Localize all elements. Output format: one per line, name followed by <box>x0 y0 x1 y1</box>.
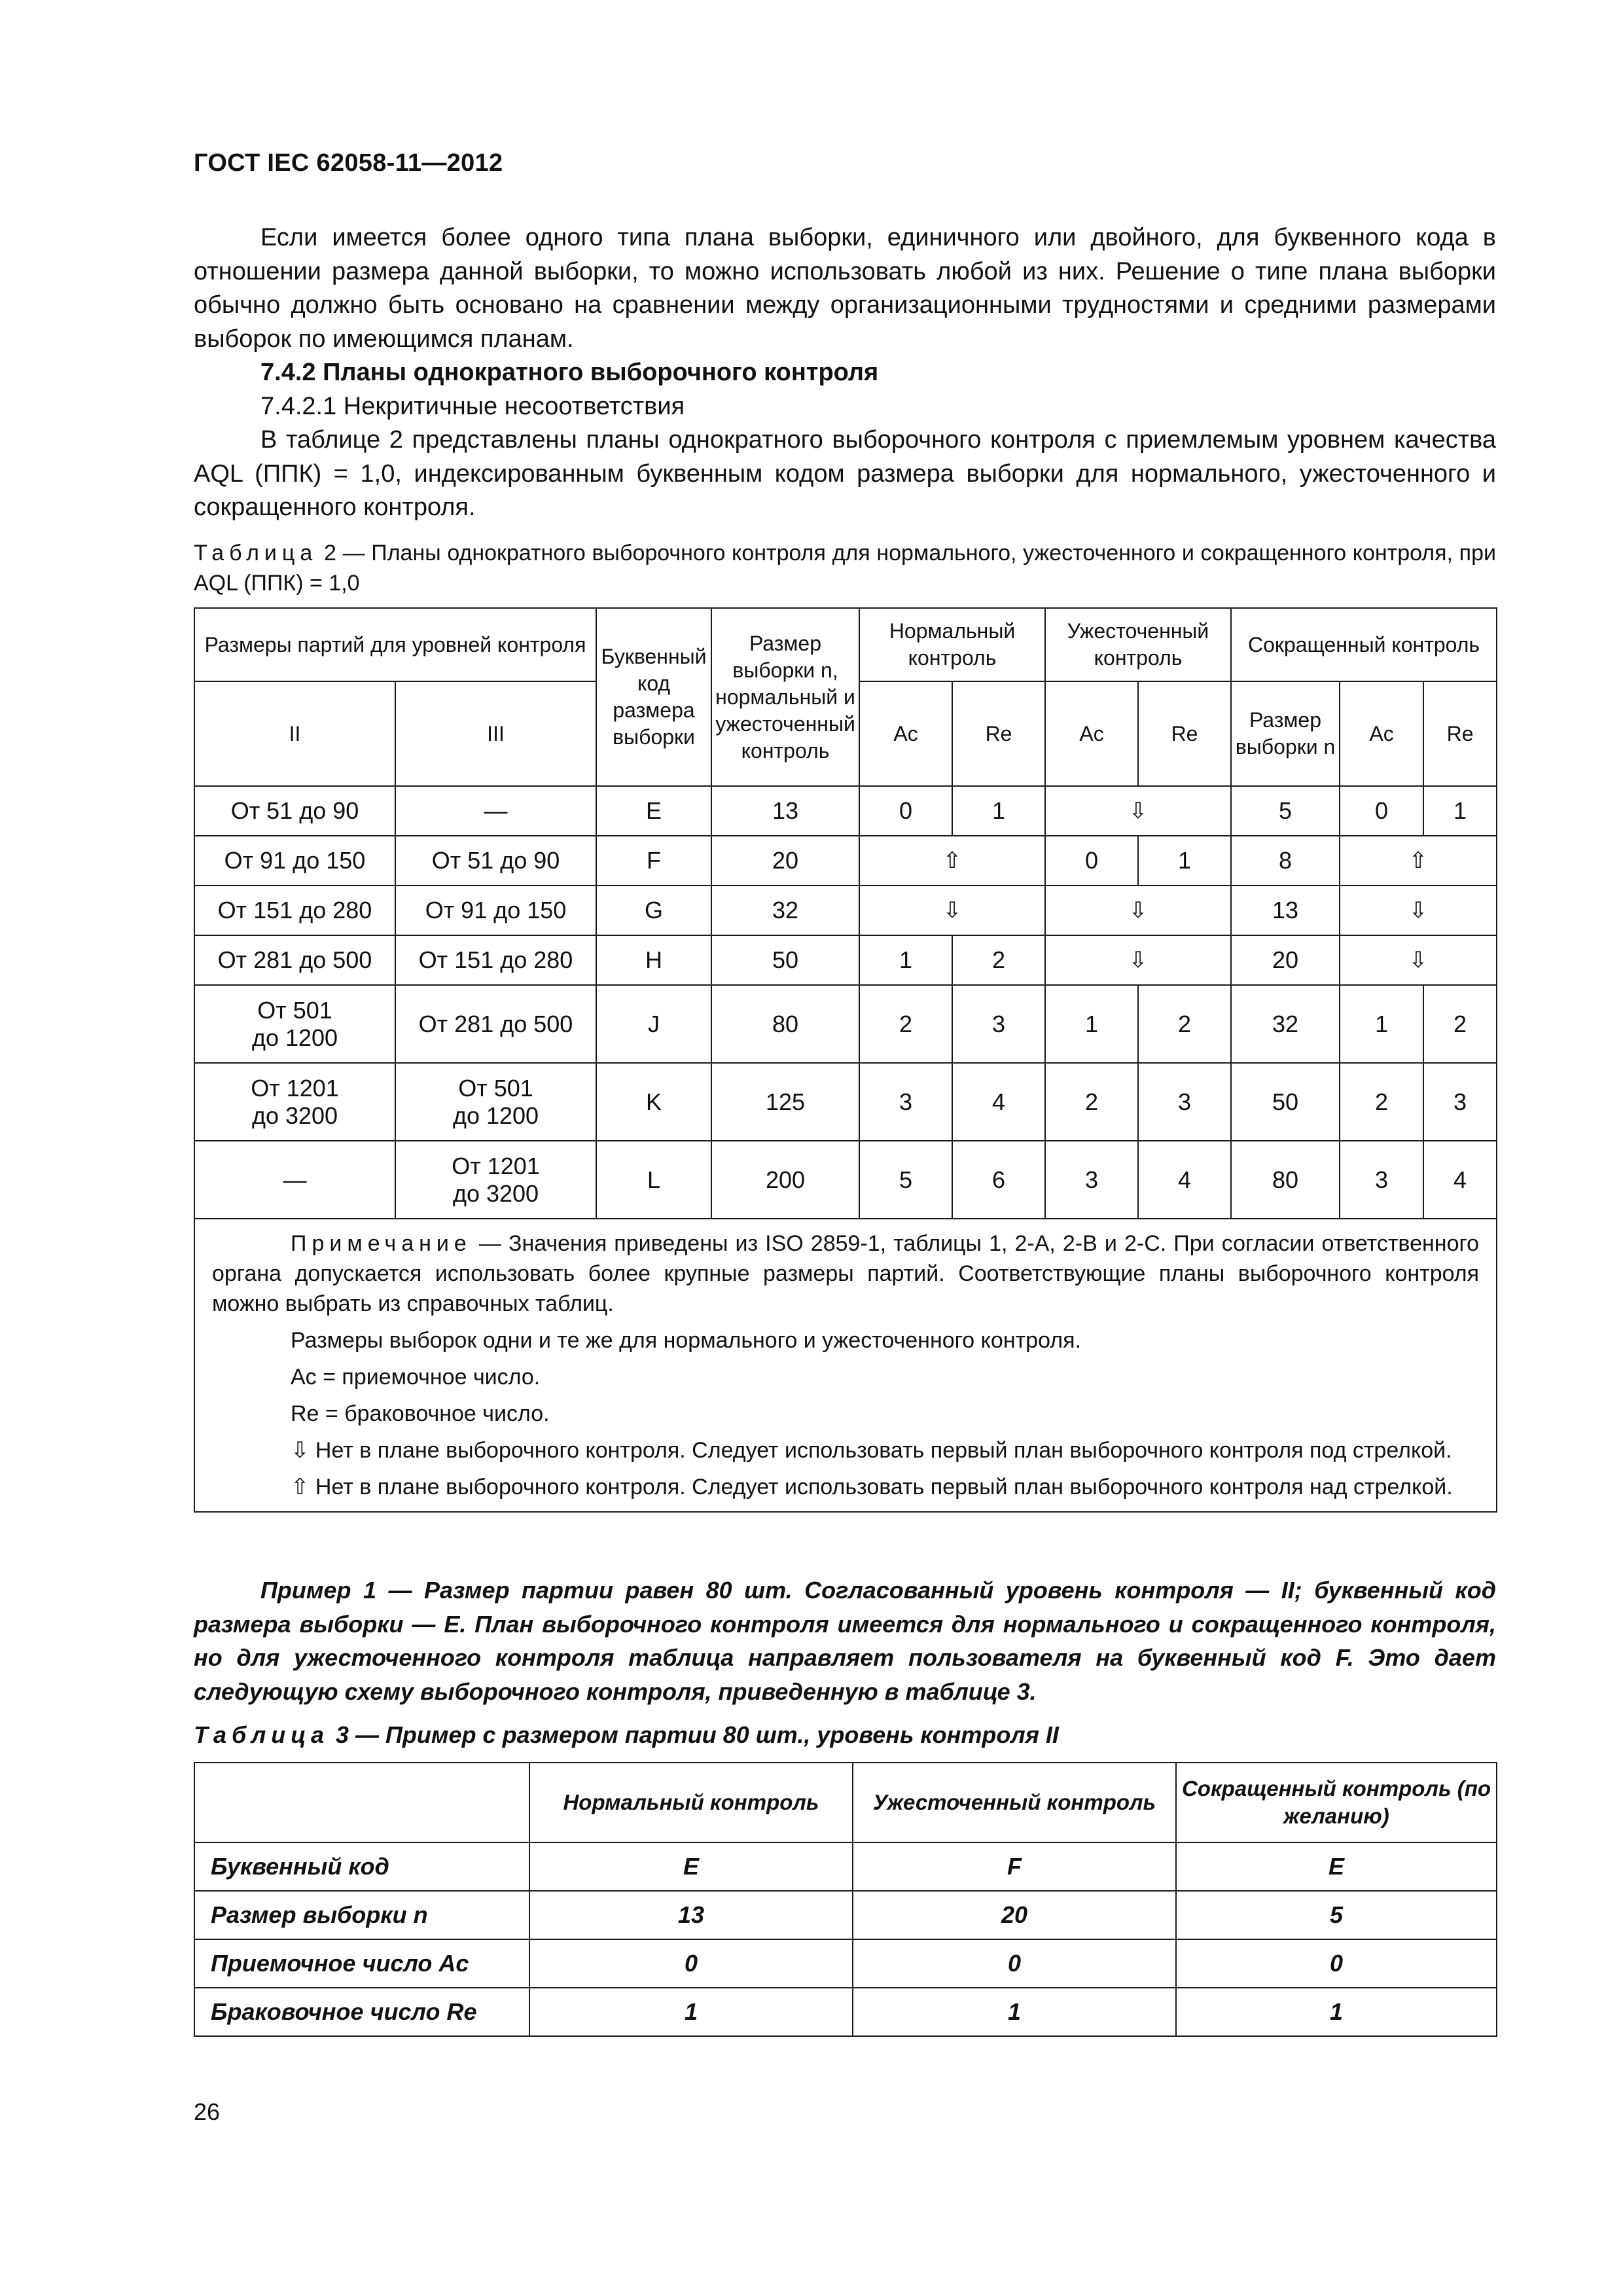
cell-normal-ac: 0 <box>859 786 952 836</box>
cell-normal-ac: 2 <box>859 985 952 1063</box>
cell-reduced-ac: 3 <box>1340 1141 1423 1219</box>
arrow-down-icon: ⇩ <box>1045 935 1231 985</box>
cell-level-3: От 91 до 150 <box>395 886 596 935</box>
header-letter-code: Буквенный код размера выборки <box>596 608 711 786</box>
cell-normal-re: 2 <box>952 935 1045 985</box>
arrow-down-icon: ⇩ <box>1045 786 1231 836</box>
note-line: ⇧ Нет в плане выборочного контроля. Следует использовать первый план выборочного контроля над стрелкой. <box>291 1475 1453 1499</box>
cell-tightened-ac: 0 <box>1045 836 1138 886</box>
header-lot-sizes: Размеры партий для уровней контроля <box>194 608 596 681</box>
cell-level-3: — <box>395 786 596 836</box>
cell-sample: 50 <box>711 935 859 985</box>
cell-code: L <box>596 1141 711 1219</box>
cell-tightened-re: 1 <box>1138 836 1231 886</box>
cell-normal-re: 3 <box>952 985 1045 1063</box>
table-row <box>194 985 1497 1063</box>
row-label: Буквенный код <box>194 1842 529 1891</box>
cell-value: 1 <box>1176 1988 1497 2036</box>
intro-paragraph: В таблице 2 представлены планы однократного выборочного контроля с приемлемым уровнем качества AQL (ППК) = 1,0, индексированным буквенным кодом размера выборки для нормального, ужесточенного и сокращенного контроля. <box>194 426 1496 521</box>
cell-reduced-re: 3 <box>1423 1063 1497 1141</box>
cell-code: G <box>596 886 711 935</box>
cell-sample: 20 <box>711 836 859 886</box>
header-normal: Нормальный контроль <box>529 1763 853 1842</box>
cell-line: до 3200 <box>452 1179 539 1207</box>
table-note <box>194 1219 1497 1512</box>
cell-line: От 1201 <box>452 1152 540 1179</box>
example-paragraph: Пример 1 — Размер партии равен 80 шт. Согласованный уровень контроля — II; буквенный код размера выборки — E. План выборочного контроля имеется для нормального и сокращенного контроля, но для ужесточенного контроля таблица направляет пользователя на буквенный код F. Это дает следующую схему выборочного контроля, приведенную в таблице 3. <box>194 1577 1496 1705</box>
cell-normal-re: 6 <box>952 1141 1045 1219</box>
header-empty <box>194 1763 529 1842</box>
table2-caption-word: Таблица <box>194 541 318 565</box>
table3-caption <box>194 1721 1059 1749</box>
arrow-down-icon: ⇩ <box>1045 886 1231 935</box>
cell-value: 13 <box>529 1891 853 1939</box>
cell-level-3: От 281 до 500 <box>395 985 596 1063</box>
arrow-up-icon: ⇧ <box>859 836 1045 886</box>
table2-caption <box>194 538 1496 598</box>
table-row <box>194 1141 1497 1219</box>
cell-level-2 <box>194 1063 395 1141</box>
cell-tightened-ac: 3 <box>1045 1141 1138 1219</box>
cell-normal-ac: 1 <box>859 935 952 985</box>
arrow-down-icon: ⇩ <box>1340 886 1497 935</box>
cell-tightened-re: 3 <box>1138 1063 1231 1141</box>
cell-code: H <box>596 935 711 985</box>
cell-level-2: От 281 до 500 <box>194 935 395 985</box>
table2-caption-text: 2 — Планы однократного выборочного контроля для нормального, ужесточенного и сокращенного контроля, при AQL (ППК) = 1,0 <box>194 541 1496 596</box>
cell-code: F <box>596 836 711 886</box>
arrow-up-icon: ⇧ <box>1340 836 1497 886</box>
page-number: 26 <box>194 2098 221 2125</box>
table-row <box>194 1063 1497 1141</box>
header-reduced-ac: Ac <box>1340 681 1423 786</box>
table-row <box>194 886 1497 935</box>
cell-normal-ac: 3 <box>859 1063 952 1141</box>
document-header: ГОСТ IEC 62058-11—2012 <box>194 149 503 177</box>
cell-value: 1 <box>853 1988 1176 2036</box>
cell-reduced-re: 1 <box>1423 786 1497 836</box>
cell-reduced-sample: 50 <box>1231 1063 1340 1141</box>
cell-normal-ac: 5 <box>859 1141 952 1219</box>
table-row <box>194 1842 1497 1891</box>
cell-value: E <box>529 1842 853 1891</box>
header-reduced-sample: Размер выборки n <box>1231 681 1340 786</box>
cell-reduced-re: 2 <box>1423 985 1497 1063</box>
cell-level-3: От 51 до 90 <box>395 836 596 886</box>
row-label: Браковочное число Re <box>194 1988 529 2036</box>
cell-normal-re: 4 <box>952 1063 1045 1141</box>
header-reduced: Сокращенный контроль (по желанию) <box>1176 1763 1497 1842</box>
arrow-down-icon: ⇩ <box>859 886 1045 935</box>
cell-reduced-sample: 32 <box>1231 985 1340 1063</box>
paragraph: Если имеется более одного типа плана выборки, единичного или двойного, для буквенного кода в отношении размера данной выборки, то можно использовать любой из них. Решение о типе плана выборки обычно должно быть основано на сравнении между организационными трудностями и средними размерами выборок по имеющимся планам. <box>194 224 1496 353</box>
header-tightened-re: Re <box>1138 681 1231 786</box>
table-row <box>194 786 1497 836</box>
cell-sample: 125 <box>711 1063 859 1141</box>
cell-level-2: От 51 до 90 <box>194 786 395 836</box>
note-line: ⇩ Нет в плане выборочного контроля. Следует использовать первый план выборочного контроля под стрелкой. <box>291 1438 1452 1463</box>
header-reduced: Сокращенный контроль <box>1231 608 1497 681</box>
table-row <box>194 836 1497 886</box>
cell-reduced-ac: 2 <box>1340 1063 1423 1141</box>
cell-level-2: — <box>194 1141 395 1219</box>
cell-tightened-re: 4 <box>1138 1141 1231 1219</box>
cell-sample: 200 <box>711 1141 859 1219</box>
cell-level-3 <box>395 1141 596 1219</box>
cell-code: E <box>596 786 711 836</box>
note-paragraph <box>212 1229 1479 1319</box>
header-sample-size: Размер выборки n, нормальный и ужесточенный контроль <box>711 608 859 786</box>
cell-reduced-sample: 5 <box>1231 786 1340 836</box>
header-level-2: II <box>194 681 395 786</box>
table-row <box>194 1891 1497 1939</box>
note-line: Размеры выборок одни и те же для нормального и ужесточенного контроля. <box>291 1328 1081 1353</box>
cell-value: 0 <box>1176 1939 1497 1988</box>
subsection-heading: 7.4.2.1 Некритичные несоответствия <box>260 392 685 420</box>
cell-value: E <box>1176 1842 1497 1891</box>
cell-tightened-ac: 1 <box>1045 985 1138 1063</box>
note-text: — Значения приведены из ISO 2859-1, таблицы 1, 2-A, 2-B и 2-C. При согласии ответственного органа допускается использовать более крупные размеры партий. Соответствующие планы выборочного контроля можно выбрать из справочных таблиц. <box>212 1231 1480 1316</box>
row-label: Размер выборки n <box>194 1891 529 1939</box>
cell-value: 0 <box>529 1939 853 1988</box>
note-label: Примечание <box>291 1231 472 1256</box>
body-text <box>194 221 1496 525</box>
table-row <box>194 1939 1497 1988</box>
sampling-plans-table <box>194 607 1497 1513</box>
cell-reduced-re: 4 <box>1423 1141 1497 1219</box>
header-level-3: III <box>395 681 596 786</box>
header-normal-ac: Ac <box>859 681 952 786</box>
cell-code: K <box>596 1063 711 1141</box>
cell-sample: 80 <box>711 985 859 1063</box>
cell-level-3: От 151 до 280 <box>395 935 596 985</box>
arrow-down-icon: ⇩ <box>1340 935 1497 985</box>
cell-value: 5 <box>1176 1891 1497 1939</box>
row-label: Приемочное число Ac <box>194 1939 529 1988</box>
cell-tightened-re: 2 <box>1138 985 1231 1063</box>
header-tightened: Ужесточенный контроль <box>1045 608 1231 681</box>
cell-value: F <box>853 1842 1176 1891</box>
header-tightened: Ужесточенный контроль <box>853 1763 1176 1842</box>
cell-reduced-sample: 13 <box>1231 886 1340 935</box>
cell-line: От 1201 <box>251 1074 339 1102</box>
section-heading: 7.4.2 Планы однократного выборочного контроля <box>260 359 879 386</box>
header-tightened-ac: Ac <box>1045 681 1138 786</box>
cell-sample: 32 <box>711 886 859 935</box>
cell-normal-re: 1 <box>952 786 1045 836</box>
cell-reduced-sample: 8 <box>1231 836 1340 886</box>
cell-code: J <box>596 985 711 1063</box>
note-line: Re = браковочное число. <box>291 1401 550 1426</box>
cell-value: 20 <box>853 1891 1176 1939</box>
cell-value: 1 <box>529 1988 853 2036</box>
table3-caption-text: 3 — Пример с размером партии 80 шт., уровень контроля II <box>329 1721 1059 1748</box>
table-row <box>194 935 1497 985</box>
cell-reduced-sample: 20 <box>1231 935 1340 985</box>
cell-reduced-sample: 80 <box>1231 1141 1340 1219</box>
cell-line: до 1200 <box>452 1102 539 1129</box>
cell-reduced-ac: 0 <box>1340 786 1423 836</box>
cell-reduced-ac: 1 <box>1340 985 1423 1063</box>
table3-caption-word: Таблица <box>194 1721 330 1748</box>
cell-line: От 501 <box>458 1074 533 1102</box>
cell-value: 0 <box>853 1939 1176 1988</box>
cell-level-2: От 151 до 280 <box>194 886 395 935</box>
cell-level-2 <box>194 985 395 1063</box>
cell-line: до 3200 <box>251 1102 338 1129</box>
cell-tightened-ac: 2 <box>1045 1063 1138 1141</box>
header-normal-re: Re <box>952 681 1045 786</box>
note-line: Ac = приемочное число. <box>291 1365 541 1390</box>
table-row <box>194 1988 1497 2036</box>
header-normal: Нормальный контроль <box>859 608 1045 681</box>
cell-sample: 13 <box>711 786 859 836</box>
cell-line: до 1200 <box>251 1024 338 1051</box>
cell-level-3 <box>395 1063 596 1141</box>
table-note-row <box>194 1219 1497 1512</box>
example-table <box>194 1762 1497 2037</box>
cell-level-2: От 91 до 150 <box>194 836 395 886</box>
header-reduced-re: Re <box>1423 681 1497 786</box>
cell-line: От 501 <box>257 996 332 1024</box>
